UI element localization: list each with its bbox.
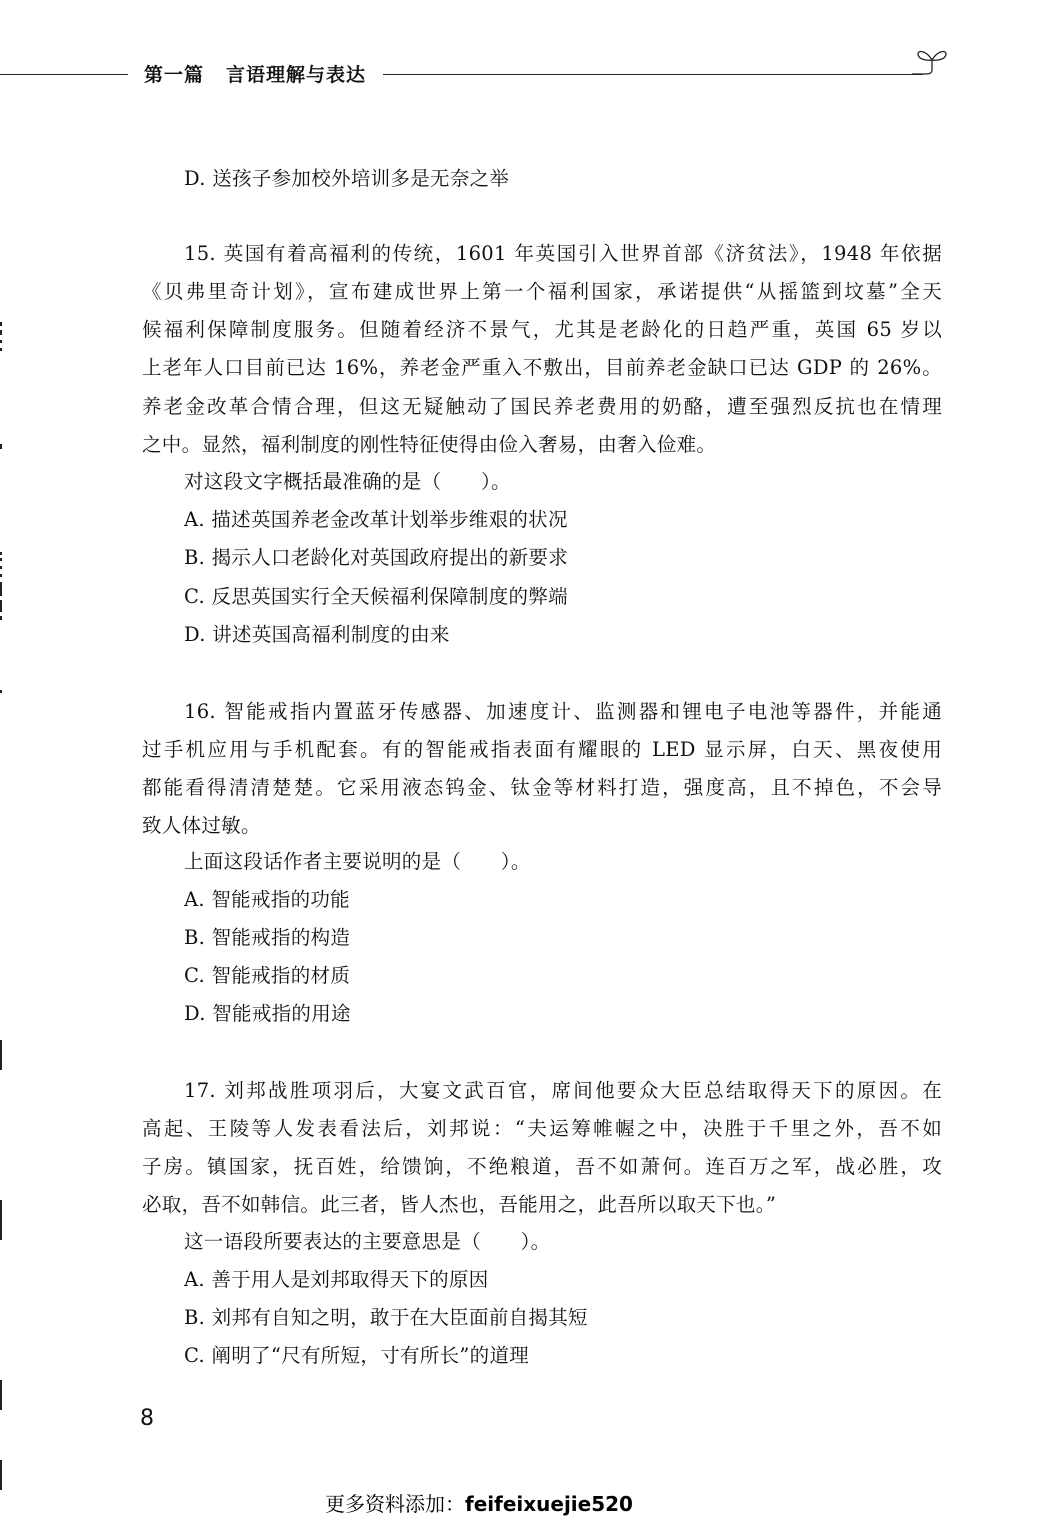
passage-line: 16. 智能戒指内置蓝牙传感器、加速度计、监测器和锂电子电池等器件，并能通 <box>184 700 942 723</box>
option-b: B. 刘邦有自知之明，敢于在大臣面前自揭其短 <box>184 1306 588 1329</box>
header-rule-left <box>0 74 128 75</box>
option-d: D. 智能戒指的用途 <box>184 1002 351 1025</box>
sprout-icon <box>912 44 952 78</box>
passage-line: 高起、王陵等人发表看法后，刘邦说：“夫运筹帷幄之中，决胜于千里之外，吾不如 <box>142 1117 942 1140</box>
passage-line: 17. 刘邦战胜项羽后，大宴文武百官，席间他要众大臣总结取得天下的原因。在 <box>184 1079 942 1102</box>
option-c: C. 智能戒指的材质 <box>184 964 351 987</box>
passage-line: 致人体过敏。 <box>142 814 261 837</box>
header-section: 言语理解与表达 <box>226 64 367 86</box>
header-rule-right <box>383 74 923 75</box>
question-prompt: 上面这段话作者主要说明的是（ ）。 <box>184 850 531 873</box>
question-prompt: 对这段文字概括最准确的是（ ）。 <box>184 470 511 493</box>
option-b: B. 智能戒指的构造 <box>184 926 351 949</box>
page-number: 8 <box>140 1406 154 1431</box>
footer-note <box>325 1488 633 1517</box>
passage-line: 之中。显然，福利制度的刚性特征使得由俭入奢易，由奢入俭难。 <box>142 433 717 456</box>
passage-line: 子房。镇国家，抚百姓，给馈饷，不绝粮道，吾不如萧何。连百万之军，战必胜，攻 <box>142 1155 942 1178</box>
prev-option-d: D. 送孩子参加校外培训多是无奈之举 <box>184 167 510 190</box>
scan-edge-marks <box>0 0 4 1535</box>
passage-line: 《贝弗里奇计划》，宣布建成世界上第一个福利国家，承诺提供“从摇篮到坟墓”全天 <box>142 280 942 303</box>
passage-line: 必取，吾不如韩信。此三者，皆人杰也，吾能用之，此吾所以取天下也。” <box>142 1193 777 1216</box>
passage-line: 上老年人口目前已达 16%，养老金严重入不敷出，目前养老金缺口已达 GDP 的 26%。 <box>142 356 942 379</box>
option-a: A. 描述英国养老金改革计划举步维艰的状况 <box>184 508 568 531</box>
passage-line: 过手机应用与手机配套。有的智能戒指表面有耀眼的 LED 显示屏，白天、黑夜使用 <box>142 738 942 761</box>
passage-line: 15. 英国有着高福利的传统，1601 年英国引入世界首部《济贫法》，1948 年依据 <box>184 242 942 265</box>
header-part: 第一篇 <box>144 64 205 86</box>
passage-line: 都能看得清清楚楚。它采用液态钨金、钛金等材料打造，强度高，且不掉色，不会导 <box>142 776 942 799</box>
option-d: D. 讲述英国高福利制度的由来 <box>184 623 450 646</box>
header-title <box>144 60 366 87</box>
footer-note-id: feifeixuejie520 <box>465 1492 633 1516</box>
option-b: B. 揭示人口老龄化对英国政府提出的新要求 <box>184 546 569 569</box>
passage-line: 候福利保障制度服务。但随着经济不景气，尤其是老龄化的日趋严重，英国 65 岁以 <box>142 318 942 341</box>
option-c: C. 阐明了“尺有所短，寸有所长”的道理 <box>184 1344 530 1367</box>
option-a: A. 智能戒指的功能 <box>184 888 350 911</box>
question-prompt: 这一语段所要表达的主要意思是（ ）。 <box>184 1230 551 1253</box>
footer-note-label: 更多资料添加： <box>325 1492 465 1516</box>
running-header <box>0 56 1063 96</box>
option-c: C. 反思英国实行全天候福利保障制度的弊端 <box>184 585 568 608</box>
passage-line: 养老金改革合情合理，但这无疑触动了国民养老费用的奶酪，遭至强烈反抗也在情理 <box>142 395 942 418</box>
option-a: A. 善于用人是刘邦取得天下的原因 <box>184 1268 489 1291</box>
